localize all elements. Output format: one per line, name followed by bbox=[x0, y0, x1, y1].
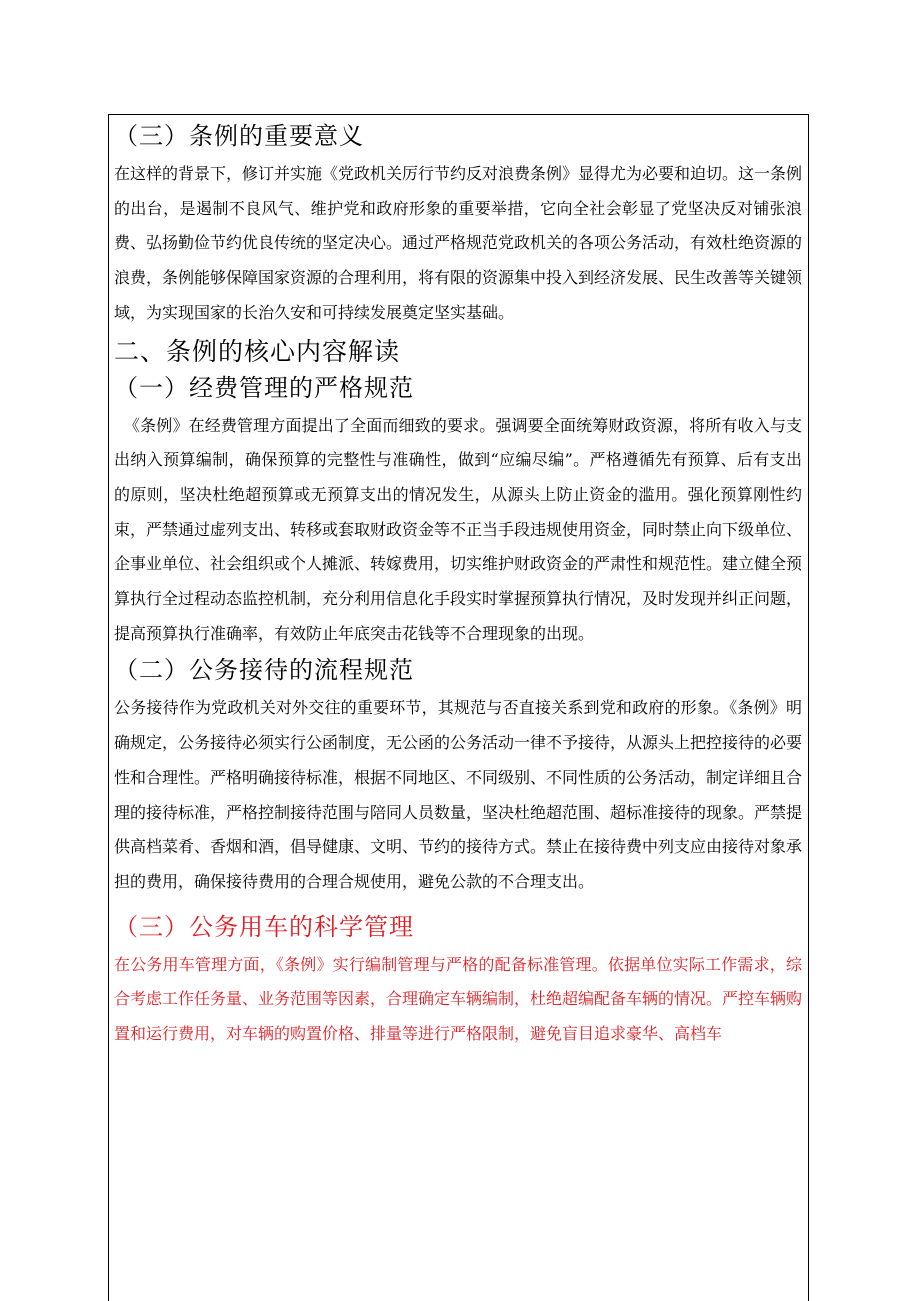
paragraph-funds-management: 《条例》在经费管理方面提出了全面而细致的要求。强调要全面统筹财政资源，将所有收入与支出纳入预算编制，确保预算的完整性与准确性，做到“应编尽编”。严格遵循先有预算、后有支出的原则，坚决杜绝超预算或无预算支出的情况发生，从源头上防止资金的滥用。强化预算刚性约束，严禁通过虚列支出、转移或套取财政资金等不正当手段违规使用资金，同时禁止向下级单位、企事业单位、社会组织或个人摊派、转嫁费用，切实维护财政资金的严肃性和规范性。建立健全预算执行全过程动态监控机制，充分利用信息化手段实时掌握预算执行情况，及时发现并纠正问题，提高预算执行准确率，有效防止年底突击花钱等不合理现象的出现。 bbox=[114, 415, 803, 643]
document-content bbox=[109, 115, 808, 1052]
paragraph-official-reception: 公务接待作为党政机关对外交往的重要环节，其规范与否直接关系到党和政府的形象。《条例》明确规定，公务接待必须实行公函制度，无公函的公务活动一律不予接待，从源头上把控接待的必要性和合理性。严格明确接待标准，根据不同地区、不同级别、不同性质的公务活动，制定详细且合理的接待标准，严格控制接待范围与陪同人员数量，坚决杜绝超范围、超标准接待的现象。严禁提供高档菜肴、香烟和酒，倡导健康、文明、节约的接待方式。禁止在接待费中列支应由接待对象承担的费用，确保接待费用的合理合规使用，避免公款的不合理支出。 bbox=[114, 698, 803, 891]
section-heading-official-reception: （二）公务接待的流程规范 bbox=[114, 656, 414, 685]
paragraph-official-vehicles: 在公务用车管理方面，《条例》实行编制管理与严格的配备标准管理。依据单位实际工作需求，综合考虑工作任务量、业务范围等因素，合理确定车辆编制，杜绝超编配备车辆的情况。严控车辆购置和运行费用，对车辆的购置价格、排量等进行严格限制，避免盲目追求豪华、高档车 bbox=[114, 954, 803, 1044]
section-heading-funds-management: （一）经费管理的严格规范 bbox=[114, 373, 414, 402]
section-heading-core-content: 二、条例的核心内容解读 bbox=[114, 336, 401, 366]
paragraph-significance: 在这样的背景下，修订并实施《党政机关厉行节约反对浪费条例》显得尤为必要和迫切。这一条例的出台，是遏制不良风气、维护党和政府形象的重要举措，它向全社会彰显了党坚决反对铺张浪费、弘扬勤俭节约优良传统的坚定决心。通过严格规范党政机关的各项公务活动，有效杜绝资源的浪费，条例能够保障国家资源的合理利用，将有限的资源集中投入到经济发展、民生改善等关键领域，为实现国家的长治久安和可持续发展奠定坚实基础。 bbox=[114, 164, 803, 322]
document-frame bbox=[108, 114, 809, 1301]
section-heading-significance: （三）条例的重要意义 bbox=[114, 122, 364, 150]
section-heading-official-vehicles: （三）公务用车的科学管理 bbox=[114, 912, 414, 941]
